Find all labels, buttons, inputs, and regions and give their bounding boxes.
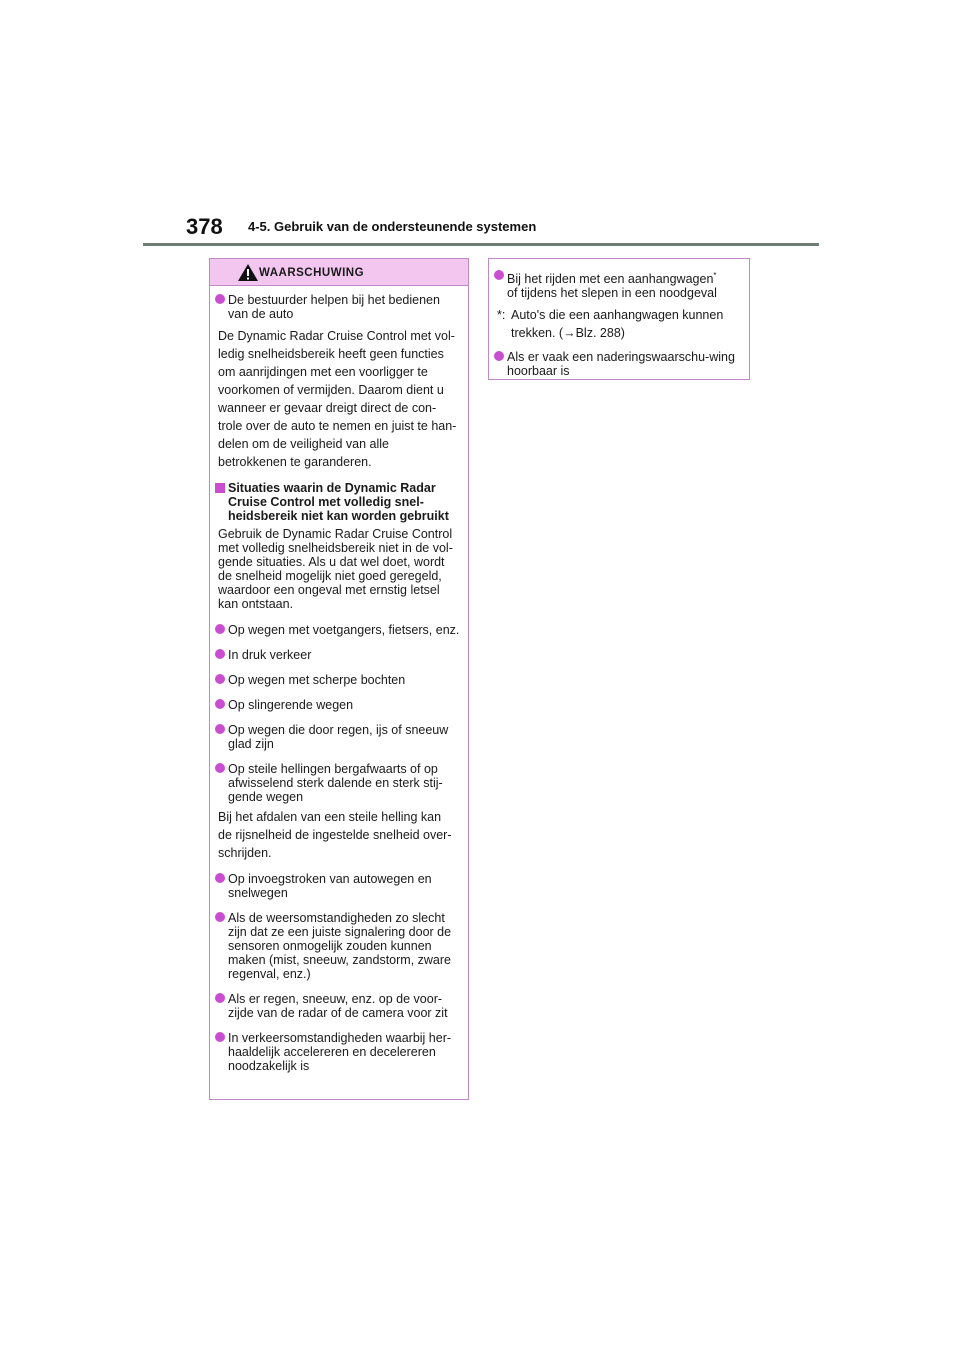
trailer-note-content <box>489 259 749 378</box>
descent-paragraph: Bij het afdalen van een steile helling kan de rijsnelheid de ingestelde snelheid over- schrijden. <box>218 810 452 860</box>
warning-title: WAARSCHUWING <box>259 267 365 279</box>
list-item: Op wegen met scherpe bochten <box>218 673 460 687</box>
circle-bullet-icon <box>215 724 225 734</box>
circle-bullet-icon <box>215 649 225 659</box>
circle-bullet-icon <box>215 993 225 1003</box>
list-item: In verkeersomstandigheden waarbij her-haaldelijk accelereren en decelereren noodzakelijk is <box>218 1031 460 1073</box>
footnote: *: Auto's die een aanhangwagen kunnen trekken. (→Blz. 288) <box>497 308 724 341</box>
list-item: Op wegen die door regen, ijs of sneeuw glad zijn <box>218 723 460 751</box>
situations-paragraph: Gebruik de Dynamic Radar Cruise Control met volledig snelheidsbereik niet in de vol-gende situaties. Als u dat wel doet, wordt de snelheid mogelijk niet goed geregeld, waardoor een ongeval met ernstig letsel kan ontstaan. <box>218 527 453 611</box>
circle-bullet-icon <box>215 912 225 922</box>
warning-box <box>209 258 469 1100</box>
circle-bullet-icon <box>215 873 225 883</box>
circle-bullet-icon <box>215 763 225 773</box>
list-item: In druk verkeer <box>218 648 460 662</box>
header-rule <box>143 243 819 246</box>
warning-paragraph: De Dynamic Radar Cruise Control met vol- ledig snelheidsbereik heeft geen functies om aanrijdingen met een voorligger te voorkomen of vermijden. Daarom dient u wanneer er gevaar dreigt direct de con- trole over de auto te nemen en juist te han- delen om de veiligheid van alle betrokkenen te garanderen. <box>218 329 457 469</box>
list-item: Op steile hellingen bergafwaarts of op afwisselend sterk dalende en sterk stij-gende wegen <box>218 762 460 804</box>
circle-bullet-icon <box>215 624 225 634</box>
list-item: Bij het rijden met een aanhangwagen* of tijdens het slepen in een noodgeval <box>497 269 741 300</box>
circle-bullet-icon <box>215 1032 225 1042</box>
circle-bullet-icon <box>215 699 225 709</box>
list-item: De bestuurder helpen bij het bedienen van de auto <box>218 293 460 321</box>
trailer-note-box <box>488 258 750 380</box>
page-number: 378 <box>186 214 223 239</box>
circle-bullet-icon <box>494 351 504 361</box>
circle-bullet-icon <box>215 294 225 304</box>
circle-bullet-icon <box>215 674 225 684</box>
list-item: Als de weersomstandigheden zo slecht zijn dat ze een juiste signalering door de sensoren onmogelijk zouden kunnen maken (mist, sneeuw, zandstorm, zware regenval, enz.) <box>218 911 460 981</box>
circle-bullet-icon <box>494 270 504 280</box>
list-item: Als er regen, sneeuw, enz. op de voor-zijde van de radar of de camera voor zit <box>218 992 460 1020</box>
section-title: 4-5. Gebruik van de ondersteunende systemen <box>248 219 537 234</box>
list-item: Op wegen met voetgangers, fietsers, enz. <box>218 623 460 637</box>
square-bullet-icon <box>215 483 225 493</box>
list-item: Als er vaak een naderingswaarschu-wing hoorbaar is <box>497 350 741 378</box>
list-item: Op slingerende wegen <box>218 698 460 712</box>
subheading: Situaties waarin de Dynamic Radar Cruise Control met volledig snel-heidsbereik niet kan worden gebruikt <box>218 481 460 523</box>
warning-triangle-icon <box>237 263 259 282</box>
list-item: Op invoegstroken van autowegen en snelwegen <box>218 872 460 900</box>
warning-content <box>210 286 468 1073</box>
warning-header <box>210 259 468 286</box>
